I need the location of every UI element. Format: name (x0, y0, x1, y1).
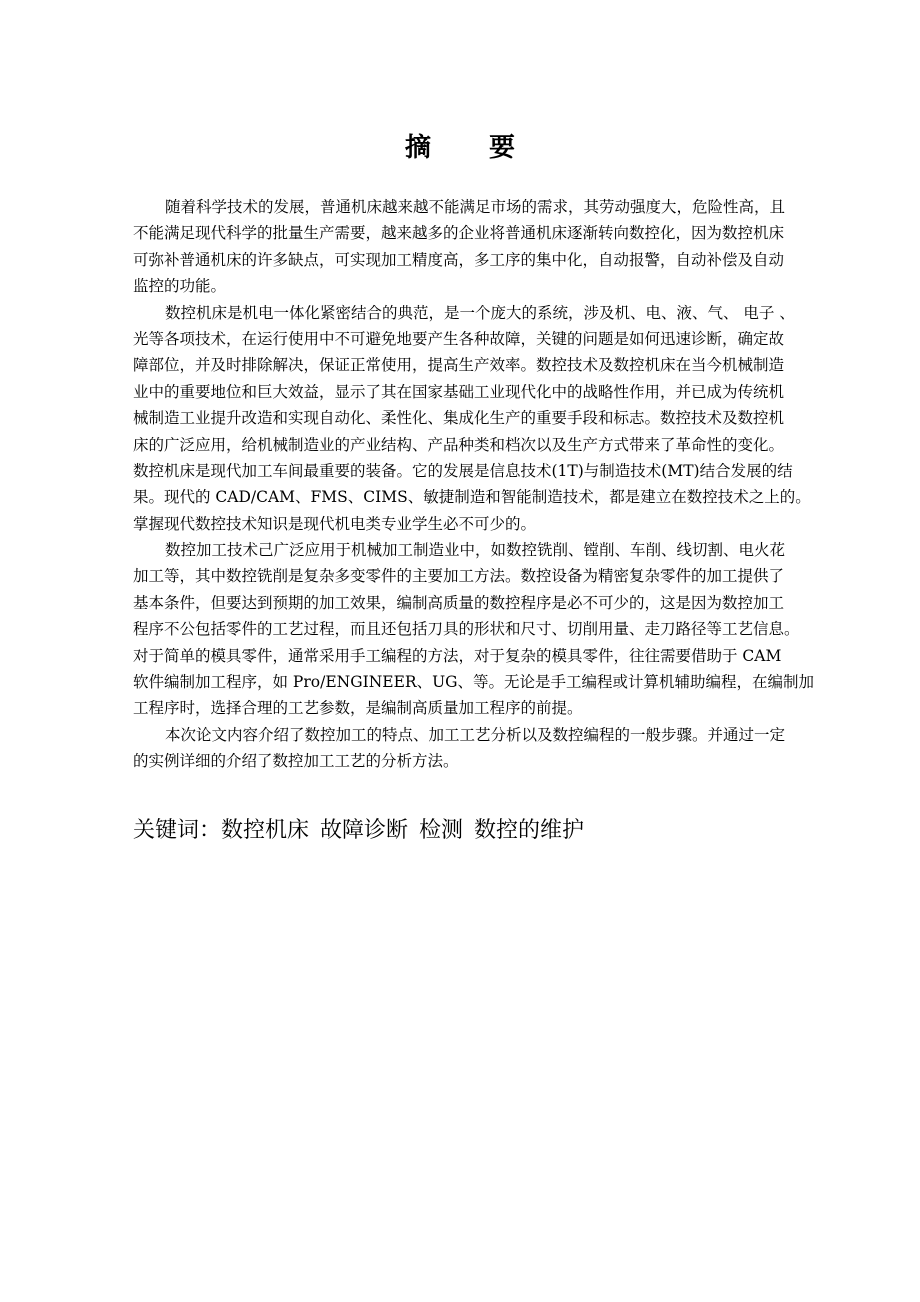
paragraph-line: 掌握现代数控技术知识是现代机电类专业学生必不可少的。 (133, 514, 537, 533)
paragraph-line: 械制造工业提升改造和实现自动化、柔性化、集成化生产的重要手段和标志。数控技术及数控机 (133, 409, 785, 428)
paragraph-line: 数控机床是现代加工车间最重要的装备。它的发展是信息技术(1T)与制造技术(MT)结合发展的结 (133, 461, 793, 480)
paragraph-line: 业中的重要地位和巨大效益，显示了其在国家基础工业现代化中的战略性作用，并已成为传统机 (133, 382, 785, 401)
keywords-line: 关键词：数控机床 故障诊断 检测 数控的维护 (133, 818, 584, 843)
paragraph-line: 数控机床是机电一体化紧密结合的典范，是一个庞大的系统，涉及机、电、液、气、 电子 、 (165, 303, 795, 322)
paragraph-line: 数控加工技术己广泛应用于机械加工制造业中，如数控铣削、镗削、车削、线切割、电火花 (165, 541, 786, 560)
paragraph-line: 对于简单的模具零件，通常采用手工编程的方法，对于复杂的模具零件，往往需要借助于 CAM (133, 646, 782, 665)
paragraph-line: 障部位，并及时排除解决，保证正常使用，提高生产效率。数控技术及数控机床在当今机械制造 (133, 356, 785, 375)
paragraph-line: 光等各项技术，在运行使用中不可避免地要产生各种故障，关键的问题是如何迅速诊断，确定故 (133, 329, 785, 348)
paragraph-line: 程序不公包括零件的工艺过程，而且还包括刀具的形状和尺寸、切削用量、走刀路径等工艺信息。 (133, 620, 800, 639)
paragraph-line: 的实例详细的介绍了数控加工工艺的分析方法。 (133, 752, 459, 771)
paragraph-line: 工程序时，选择合理的工艺参数，是编制高质量加工程序的前提。 (133, 699, 583, 718)
paragraph-line: 加工等，其中数控铣削是复杂多变零件的主要加工方法。数控设备为精密复杂零件的加工提供了 (133, 567, 785, 586)
paragraph-line: 监控的功能。 (133, 277, 227, 296)
paragraph-line: 可弥补普通机床的许多缺点，可实现加工精度高，多工序的集中化，自动报警，自动补偿及自动 (133, 250, 785, 269)
paragraph-line: 果。现代的 CAD/CAM、FMS、CIMS、敏捷制造和智能制造技术，都是建立在数控技术之上的。 (133, 488, 811, 507)
paragraph-line: 本次论文内容介绍了数控加工的特点、加工工艺分析以及数控编程的一般步骤。并通过一定 (165, 725, 786, 744)
paragraph-line: 床的广泛应用，给机械制造业的产业结构、产品种类和档次以及生产方式带来了革命性的变化。 (133, 435, 785, 454)
paragraph-line: 不能满足现代科学的批量生产需要，越来越多的企业将普通机床逐渐转向数控化，因为数控机床 (133, 224, 785, 243)
page-title: 摘要 (404, 133, 573, 163)
paragraph-line: 基本条件，但要达到预期的加工效果，编制高质量的数控程序是必不可少的，这是因为数控加工 (133, 593, 785, 612)
paragraph-line: 随着科学技术的发展，普通机床越来越不能满足市场的需求，其劳动强度大，危险性高，且 (165, 198, 786, 216)
abstract-body (133, 194, 823, 775)
paragraph-line: 软件编制加工程序，如 Pro/ENGINEER、UG、等。无论是手工编程或计算机辅助编程，在编制加 (133, 673, 815, 692)
